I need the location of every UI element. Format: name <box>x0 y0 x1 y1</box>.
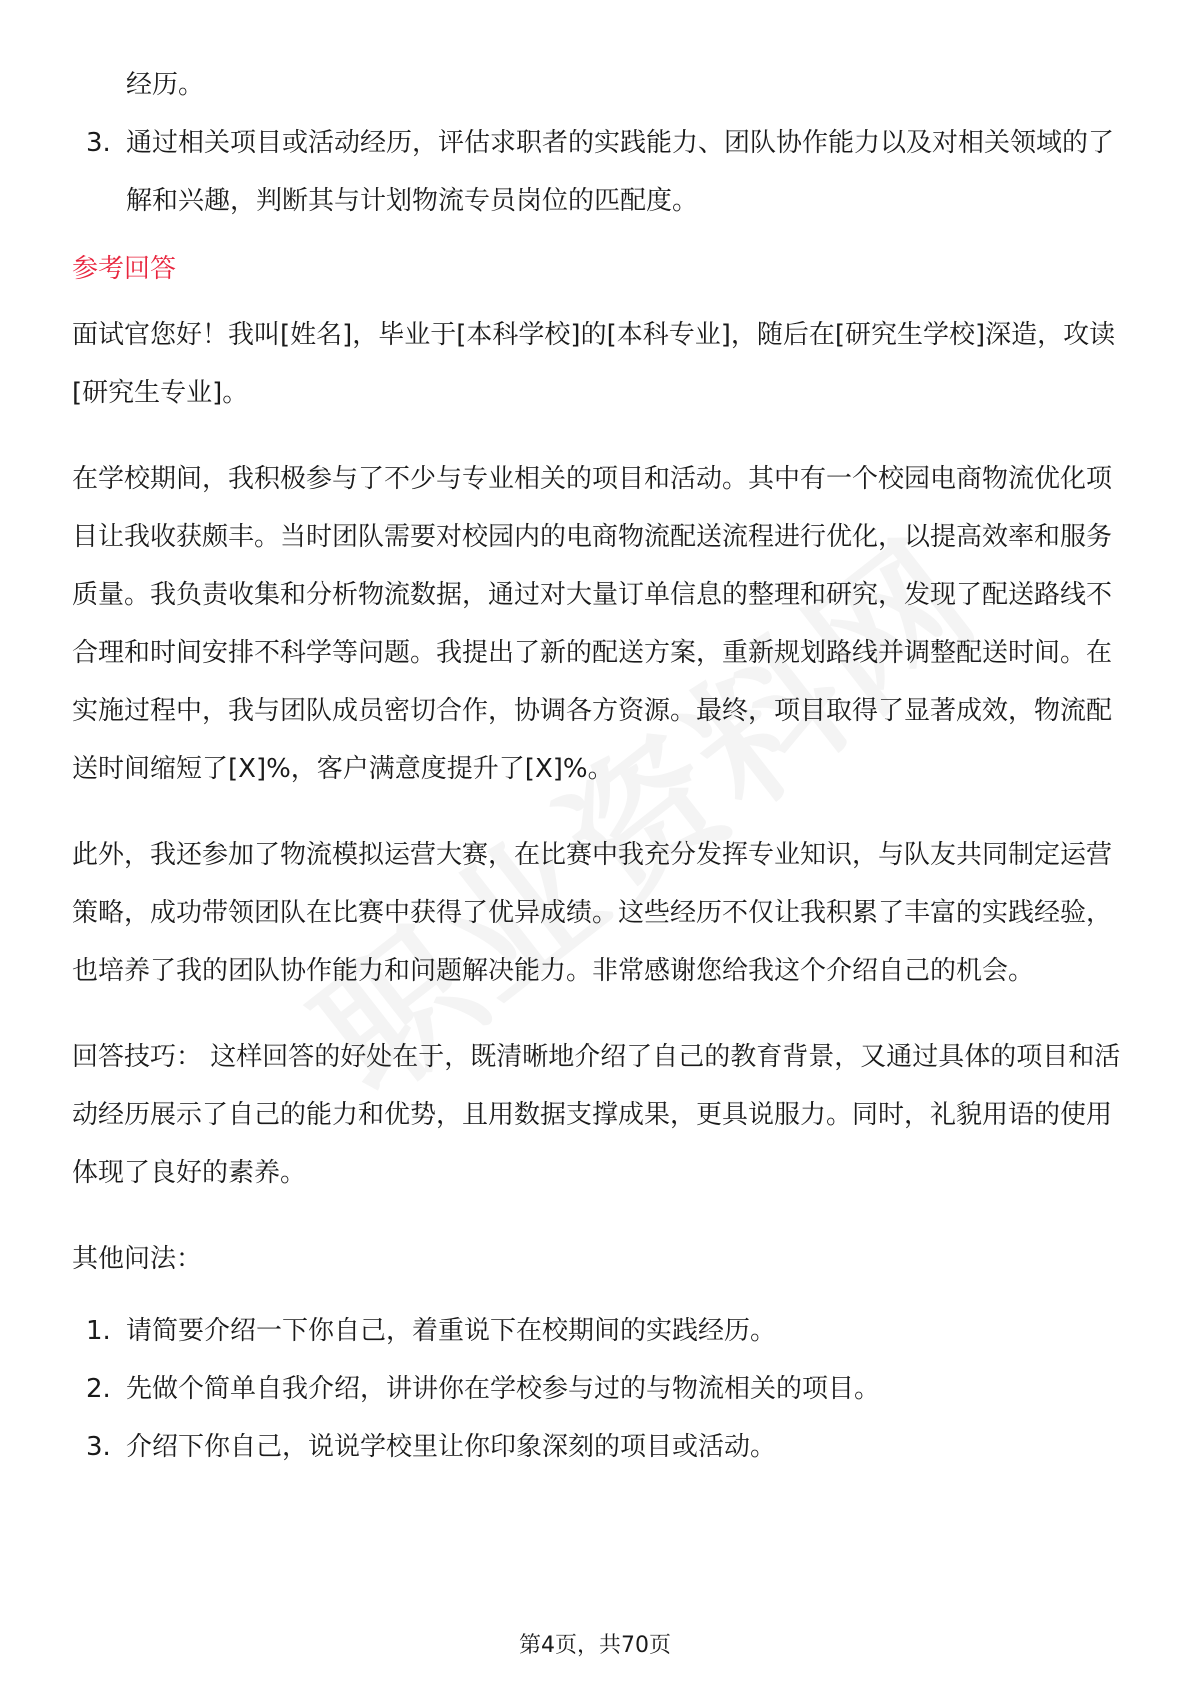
list-number: 2. <box>86 1374 111 1404</box>
list-item <box>72 114 1122 230</box>
tips-paragraph: 回答技巧： 这样回答的好处在于，既清晰地介绍了自己的教育背景，又通过具体的项目和活动经历展示了自己的能力和优势，且用数据支撑成果，更具说服力。同时，礼貌用语的使用体现了良好的素养。 <box>72 1042 1121 1188</box>
list-number: 3. <box>86 1432 111 1462</box>
list-item <box>72 1360 1122 1418</box>
document-body <box>72 56 1122 1476</box>
list-text: 先做个简单自我介绍，讲讲你在学校参与过的与物流相关的项目。 <box>126 1374 881 1404</box>
list-text: 介绍下你自己，说说学校里让你印象深刻的项目或活动。 <box>126 1432 777 1462</box>
list-text: 请简要介绍一下你自己，着重说下在校期间的实践经历。 <box>126 1316 777 1346</box>
project-paragraph: 在学校期间，我积极参与了不少与专业相关的项目和活动。其中有一个校园电商物流优化项目让我收获颇丰。当时团队需要对校园内的电商物流配送流程进行优化，以提高效率和服务质量。我负责收集和分析物流数据，通过对大量订单信息的整理和研究，发现了配送路线不合理和时间安排不科学等问题。我提出了新的配送方案，重新规划路线并调整配送时间。在实施过程中，我与团队成员密切合作，协调各方资源。最终，项目取得了显著成效，物流配送时间缩短了[X]%，客户满意度提升了[X]%。 <box>72 464 1113 784</box>
top-list <box>72 56 1122 230</box>
list-number: 1. <box>86 1316 111 1346</box>
list-item <box>72 1418 1122 1476</box>
list-item <box>72 1302 1122 1360</box>
intro-paragraph: 面试官您好！我叫[姓名]，毕业于[本科学校]的[本科专业]，随后在[研究生学校]深造，攻读[研究生专业]。 <box>72 320 1116 408</box>
list-number: 3. <box>86 128 111 158</box>
list-text: 经历。 <box>126 70 205 100</box>
other-questions-label: 其他问法： <box>72 1244 203 1274</box>
competition-paragraph: 此外，我还参加了物流模拟运营大赛，在比赛中我充分发挥专业知识，与队友共同制定运营策略，成功带领团队在比赛中获得了优异成绩。这些经历不仅让我积累了丰富的实践经验，也培养了我的团队协作能力和问题解决能力。非常感谢您给我这个介绍自己的机会。 <box>72 840 1113 986</box>
other-questions-list <box>72 1302 1122 1476</box>
section-heading: 参考回答 <box>72 254 177 284</box>
page-footer: 第4页，共70页 <box>519 1633 671 1658</box>
list-text: 通过相关项目或活动经历，评估求职者的实践能力、团队协作能力以及对相关领域的了解和兴趣，判断其与计划物流专员岗位的匹配度。 <box>126 128 1115 216</box>
list-item <box>72 56 1122 114</box>
